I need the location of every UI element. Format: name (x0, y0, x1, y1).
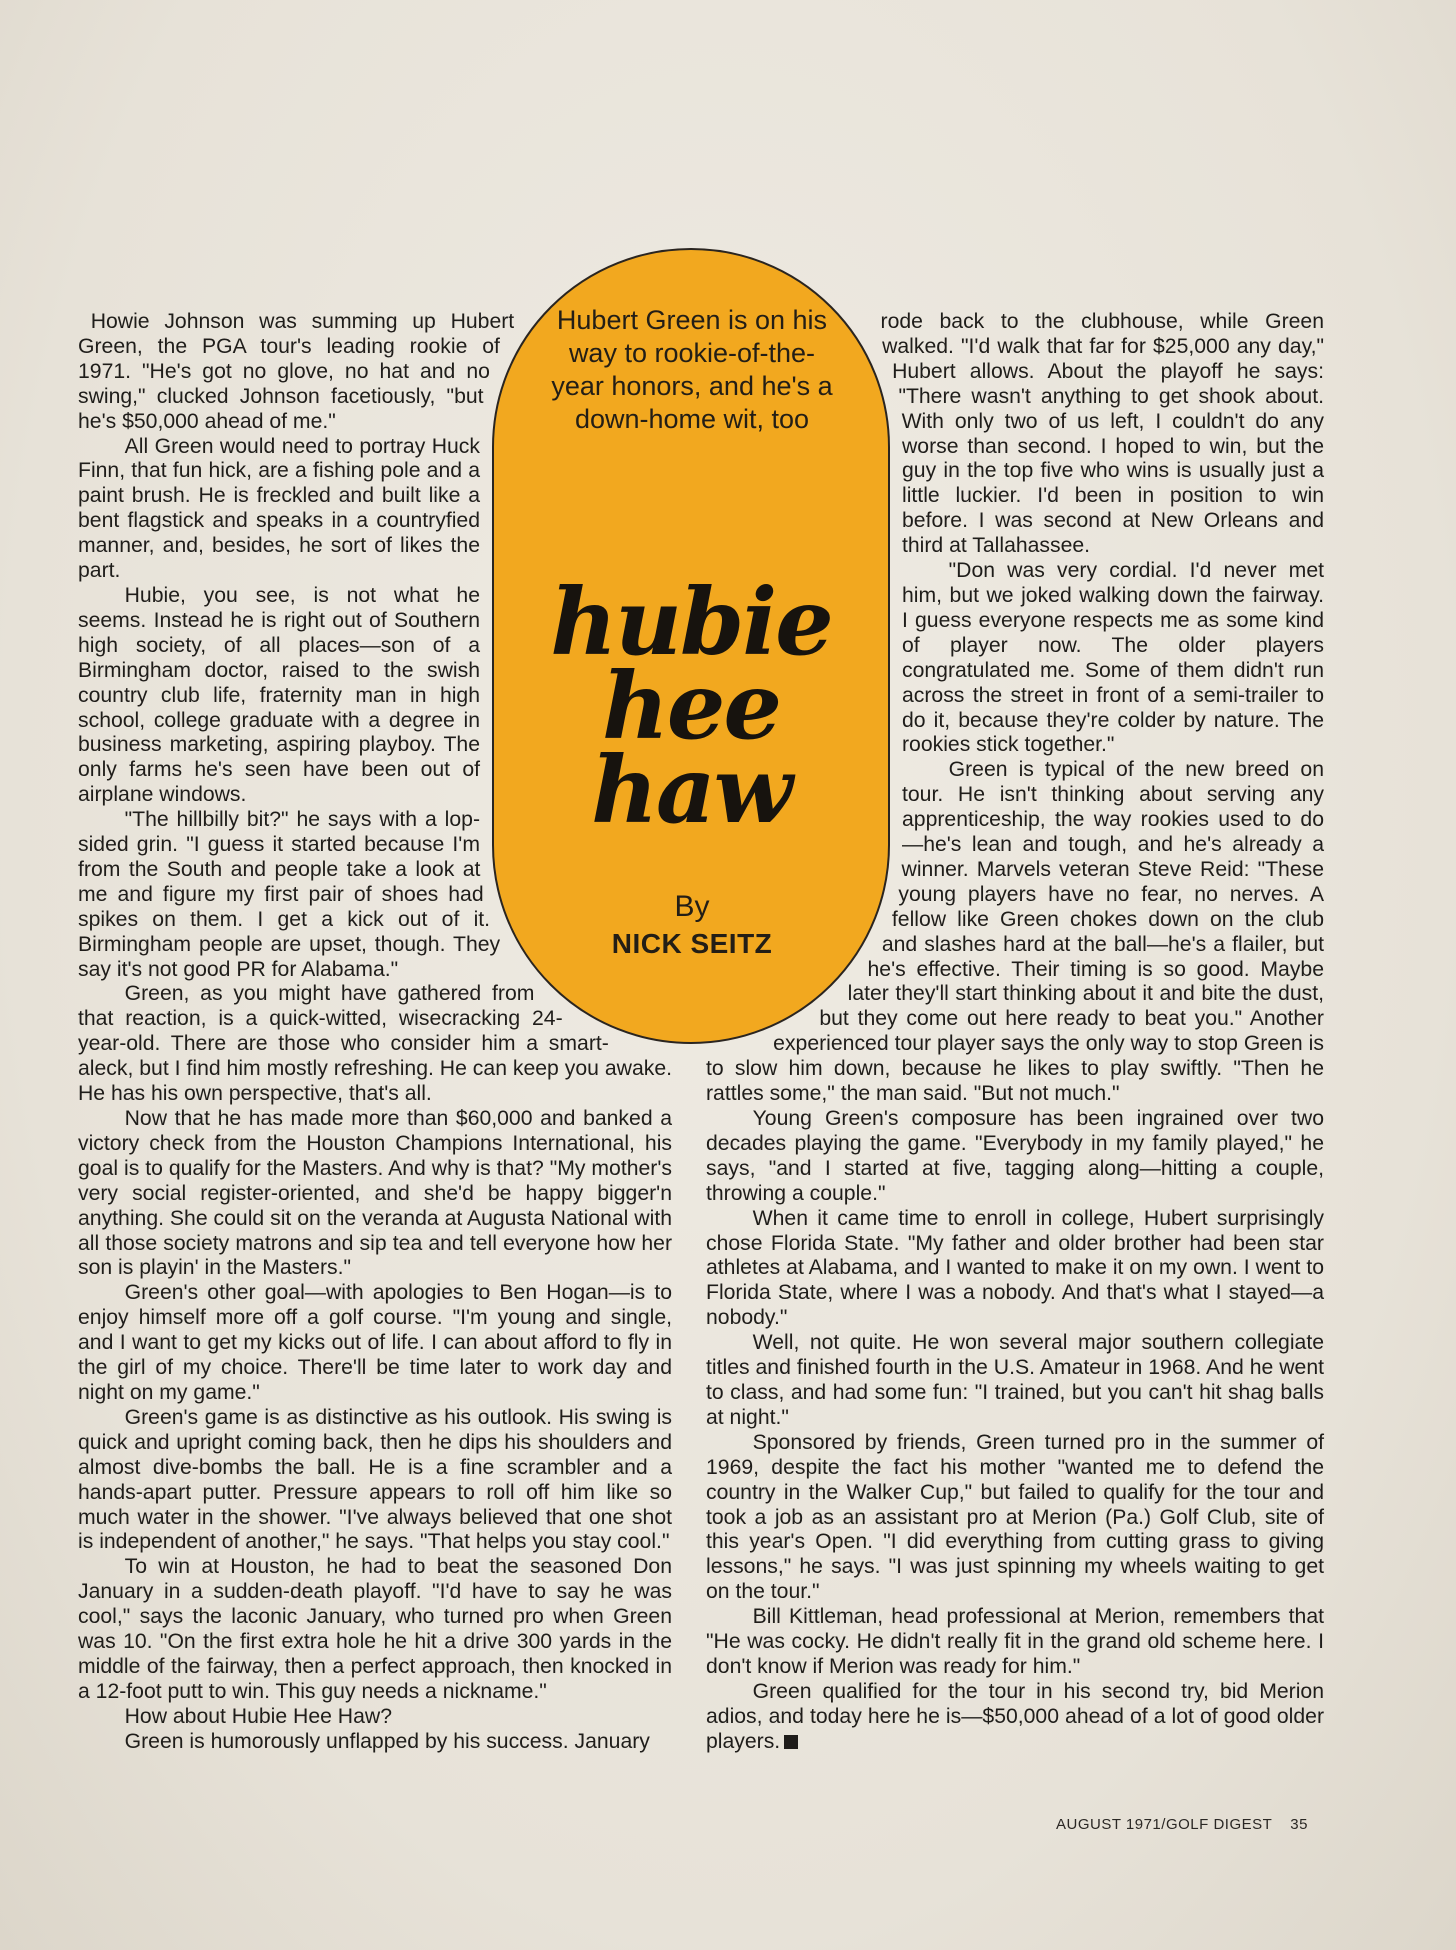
paragraph: Young Green's composure has been ingrained over two decades playing the game. "Everybody in my family played," he says, "and I started at five, tagging along—hitting a couple, throwing a couple." (706, 1107, 1324, 1205)
page-footer (1056, 1816, 1308, 1833)
paragraph: Bill Kittleman, head professional at Merion, remembers that "He was cocky. He didn't really fit in the grand old scheme here. I don't know if Merion was ready for him." (706, 1605, 1324, 1678)
paragraph: When it came time to enroll in college, Hubert surprisingly chose Florida State. "My father and older brother had been star athletes at Alabama, and I wanted to make it on my own. I went to Florida State, where I was a nobody. And that's what I stayed—a nobody." (706, 1206, 1324, 1330)
title-line-1: hubie (550, 568, 832, 676)
paragraph: rode back to the clubhouse, while Green walked. "I'd walk that far for $25,000 any day," Hubert allows. About the playoff he says: "There wasn't anything to get shook about. With only two of us left, I couldn't do any worse than second. I hoped to win, but the guy in the top five who wins is usually just a little luckier. I'd been in position to win before. I was second at New Orleans and third at Tallahassee. (880, 310, 1324, 558)
article-deck: Hubert Green is on his way to rookie-of-the-year honors, and he's a down-home wit, too (551, 305, 833, 434)
paragraph: Green, as you might have gathered from that reaction, is a quick-witted, wisecracking 24-year-old. There are those who consider him a smart-aleck, but I find him mostly refreshing. He can keep you awake. He has his own perspective, that's all. (78, 982, 672, 1106)
title-line-2: hee (602, 652, 780, 760)
paragraph: Well, not quite. He won several major southern collegiate titles and finished fourth in the U.S. Amateur in 1968. And he went to class, and had some fun: "I trained, but you can't hit shag balls at night." (706, 1331, 1324, 1429)
title-line-3: haw (591, 736, 791, 844)
byline-author: NICK SEITZ (611, 928, 773, 959)
paragraph: Green's game is as distinctive as his outlook. His swing is quick and upright coming back, then he dips his shoulders and almost dive-bombs the ball. He is a fine scrambler and a hands-apart putter. Pressure appears to roll off him like so much water in the shower. "I've always believed that one shot is independent of another," he says. "That helps you stay cool." (78, 1405, 672, 1554)
paragraph: Howie Johnson was summing up Hubert Green, the PGA tour's leading rookie of 1971. "He's got no glove, no hat and no swing," clucked Johnson facetiously, "but he's $50,000 ahead of me." (78, 310, 515, 433)
paragraph: How about Hubie Hee Haw? (124, 1704, 392, 1728)
paragraph: Green's other goal—with apologies to Ben Hogan—is to enjoy himself more off a golf course. "I'm young and single, and I want to get my kicks out of life. I can about afford to fly in the girl of my choice. There'll be time later to work day and night on my game." (78, 1281, 672, 1404)
byline-by: By (674, 890, 710, 923)
paragraph: Hubie, you see, is not what he seems. Instead he is right out of Southern high society, of all places—son of a Birmingham doctor, raised to the swish country club life, fraternity man in high school, college graduate with a degree in business marketing, aspiring playboy. The only farms he's seen have been out of airplane windows. (78, 583, 480, 807)
paragraph: Sponsored by friends, Green turned pro in the summer of 1969, despite the fact his mother "wanted me to defend the country in the Walker Cup," but failed to qualify for the tour and took a job as an assistant pro at Merion (Pa.) Golf Club, site of this year's Open. "I did everything from cutting grass to giving lessons," he says. "I was just spinning my wheels waiting to get on the tour." (706, 1430, 1324, 1604)
paragraph: Now that he has made more than $60,000 and banked a victory check from the Houston Champions International, his goal is to qualify for the Masters. And why is that? "My mother's very social register-oriented, and she'd be happy bigger'n anything. She could sit on the veranda at Augusta National with all those society matrons and sip tea and tell everyone how her son is playin' in the Masters." (78, 1107, 672, 1280)
article-column-right (706, 310, 1324, 1826)
end-mark-icon (784, 1735, 798, 1749)
paragraph: Green is typical of the new breed on tour. He isn't thinking about serving any apprenticeship, the way rookies used to do—he's lean and tough, and he's already a winner. Marvels veteran Steve Reid: "These young players have no fear, no nerves. A fellow like Green chokes down on the club and slashes hard at the ball—he's a flailer, but he's effective. Their timing is so good. Maybe later they'll start thinking about it and bite the dust, but they come out here ready to beat you." Another experienced tour player says the only way to stop Green is to slow him down, because he likes to play swiftly. "Then he rattles some," the man said. "But not much." (706, 758, 1324, 1106)
paragraph: To win at Houston, he had to beat the seasoned Don January in a sudden-death playoff. "I'd have to say he was cool," says the laconic January, who turned pro when Green was 10. "On the first extra hole he hit a drive 300 yards in the middle of the fairway, then a perfect approach, then knocked in a 12-foot putt to win. This guy needs a nickname." (78, 1555, 672, 1703)
footer-issue: AUGUST 1971/GOLF DIGEST (1056, 1816, 1273, 1833)
paragraph: Green qualified for the tour in his second try, bid Merion adios, and today here he is—$50,000 ahead of a lot of good older players. (706, 1679, 1324, 1753)
paragraph: "The hillbilly bit?" he says with a lop-sided grin. "I guess it started because I'm from the South and people take a look at me and figure my first pair of shoes had spikes on them. I get a kick out of it. Birmingham people are upset, though. They say it's not good PR for Alabama." (78, 808, 501, 981)
footer-page-number: 35 (1290, 1816, 1308, 1833)
paragraph: "Don was very cordial. I'd never met him, but we joked walking down the fairway. I guess everyone respects me as some kind of player now. The older players congratulated me. Some of them didn't run across the street in front of a semi-trailer to do it, because they're colder by nature. The rookies stick together." (902, 559, 1324, 757)
article-column-left (78, 310, 672, 1826)
paragraph: Green is humorously unflapped by his success. January (124, 1729, 650, 1753)
paragraph: All Green would need to portray Huck Finn, that fun hick, are a fishing pole and a paint brush. He is freckled and built like a bent flagstick and speaks in a countryfied manner, and, besides, he sort of likes the part. (78, 434, 480, 583)
